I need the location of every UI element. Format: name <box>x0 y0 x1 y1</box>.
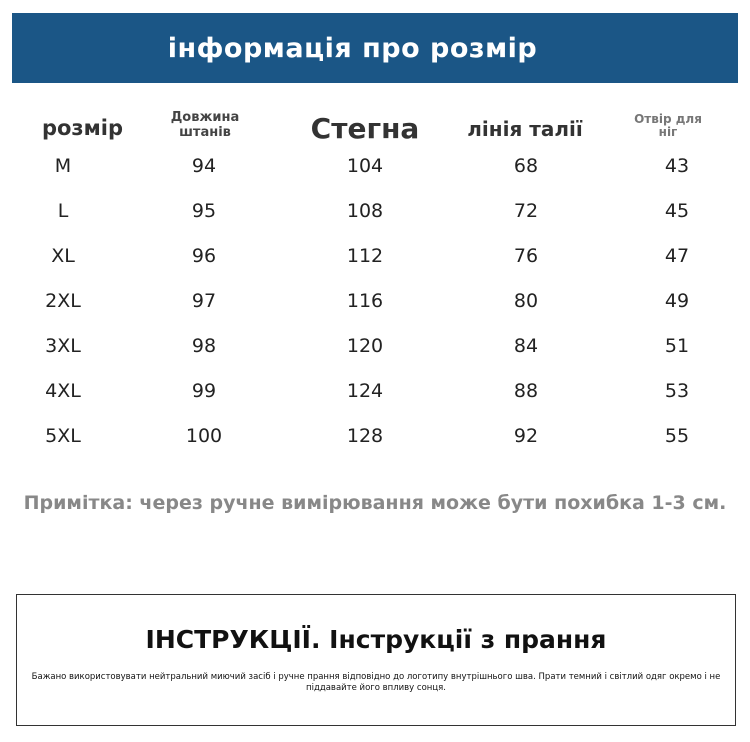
cell-length: 98 <box>191 335 217 357</box>
size-info-banner <box>12 13 738 83</box>
washing-title: ІНСТРУКЦІЇ. Інструкції з прання <box>145 625 607 654</box>
measurement-note: Примітка: через ручне вимірювання може бути похибка 1-3 см. <box>23 492 727 514</box>
cell-size: M <box>54 155 72 177</box>
header-waistline: лінія талії <box>467 117 583 141</box>
cell-hips: 128 <box>346 425 384 447</box>
cell-waist: 72 <box>513 200 539 222</box>
cell-leg-opening: 55 <box>664 425 690 447</box>
cell-leg-opening: 49 <box>664 290 690 312</box>
header-pants-length: Довжина штанів <box>170 110 240 140</box>
cell-hips: 104 <box>346 155 384 177</box>
cell-hips: 124 <box>346 380 384 402</box>
cell-leg-opening: 43 <box>664 155 690 177</box>
cell-hips: 112 <box>346 245 384 267</box>
cell-leg-opening: 53 <box>664 380 690 402</box>
cell-hips: 120 <box>346 335 384 357</box>
header-hips: Стегна <box>310 112 420 145</box>
cell-leg-opening: 47 <box>664 245 690 267</box>
washing-text: Бажано використовувати нейтральний миючий засіб і ручне прання відповідно до логотипу внутрішнього шва. Прати темний і світлий одяг окремо і не піддавайте його впливу сонця. <box>31 672 721 693</box>
cell-leg-opening: 51 <box>664 335 690 357</box>
cell-length: 97 <box>191 290 217 312</box>
cell-size: 3XL <box>45 335 81 357</box>
header-size: розмір <box>41 116 124 140</box>
washing-instructions-box <box>16 594 736 726</box>
banner-title: інформація про розмір <box>167 32 538 64</box>
cell-length: 94 <box>191 155 217 177</box>
cell-length: 95 <box>191 200 217 222</box>
cell-size: XL <box>51 245 75 267</box>
cell-size: 5XL <box>45 425 81 447</box>
cell-leg-opening: 45 <box>664 200 690 222</box>
cell-hips: 108 <box>346 200 384 222</box>
cell-size: 2XL <box>45 290 81 312</box>
cell-hips: 116 <box>346 290 384 312</box>
cell-waist: 68 <box>513 155 539 177</box>
cell-length: 96 <box>191 245 217 267</box>
cell-waist: 84 <box>513 335 539 357</box>
cell-size: 4XL <box>45 380 81 402</box>
cell-length: 100 <box>185 425 223 447</box>
cell-waist: 76 <box>513 245 539 267</box>
cell-waist: 88 <box>513 380 539 402</box>
cell-waist: 80 <box>513 290 539 312</box>
cell-length: 99 <box>191 380 217 402</box>
cell-waist: 92 <box>513 425 539 447</box>
header-leg-opening: Отвір для ніг <box>634 112 702 139</box>
cell-size: L <box>57 200 69 222</box>
